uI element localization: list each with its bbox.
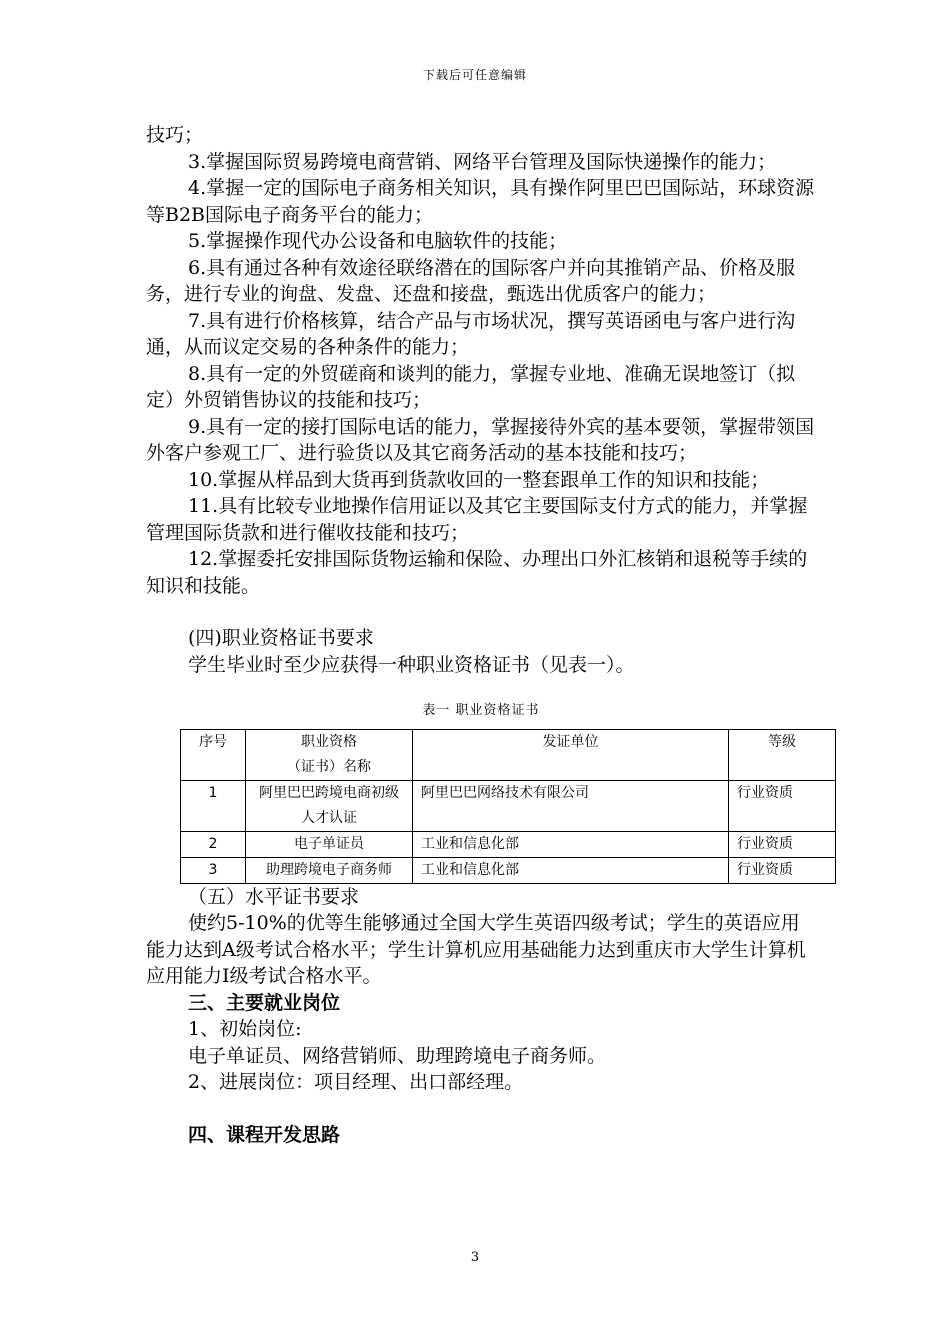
list-item-11: 11.具有比较专业地操作信用证以及其它主要国际支付方式的能力，并掌握管理国际货款和进行催收技能和技巧； bbox=[146, 495, 808, 544]
cell-name: 电子单证员 bbox=[246, 831, 413, 857]
table-caption: 表一 职业资格证书 bbox=[422, 703, 540, 718]
cell-name: 助理跨境电子商务师 bbox=[246, 857, 413, 883]
section-four-course-title: 四、课程开发思路 bbox=[188, 1123, 341, 1146]
certificate-table bbox=[180, 729, 836, 884]
cell-no: 3 bbox=[181, 857, 246, 883]
cell-name: 阿里巴巴跨境电商初级人才认证 bbox=[246, 780, 413, 831]
table-row bbox=[181, 780, 836, 831]
section-5-text: 使约5-10%的优等生能够通过全国大学生英语四级考试；学生的英语应用能力达到A级考试合格水平；学生计算机应用基础能力达到重庆市大学生计算机应用能力Ⅰ级考试合格水平。 bbox=[146, 912, 806, 987]
list-item-12: 12.掌握委托安排国际货物运输和保险、办理出口外汇核销和退税等手续的知识和技能。 bbox=[146, 548, 808, 597]
table-row bbox=[181, 857, 836, 883]
section-3-p3: 2、进展岗位：项目经理、出口部经理。 bbox=[188, 1071, 524, 1093]
cell-no: 1 bbox=[181, 780, 246, 831]
cell-no: 2 bbox=[181, 831, 246, 857]
list-item-4: 4.掌握一定的国际电子商务相关知识，具有操作阿里巴巴国际站，环球资源等B2B国际电子商务平台的能力； bbox=[146, 177, 815, 226]
list-item-8: 8.具有一定的外贸磋商和谈判的能力，掌握专业地、准确无误地签订（拟定）外贸销售协议的技能和技巧； bbox=[146, 362, 796, 411]
cell-grade: 行业资质 bbox=[729, 831, 836, 857]
section-3-p1: 1、初始岗位: bbox=[188, 1018, 302, 1040]
section-5-title: （五）水平证书要求 bbox=[188, 885, 360, 908]
section-4-title: (四)职业资格证书要求 bbox=[188, 627, 374, 649]
cell-issuer: 工业和信息化部 bbox=[413, 857, 729, 883]
header-name-line1: 职业资格 bbox=[301, 733, 357, 750]
list-item-6: 6.具有通过各种有效途径联络潜在的国际客户并向其推销产品、价格及服务，进行专业的询盘、发盘、还盘和接盘，甄选出优质客户的能力； bbox=[146, 256, 796, 305]
table-row bbox=[181, 831, 836, 857]
table-header-row bbox=[181, 729, 836, 780]
section-4-text: 学生毕业时至少应获得一种职业资格证书（见表一）。 bbox=[188, 653, 635, 676]
cell-issuer: 阿里巴巴网络技术有限公司 bbox=[413, 780, 729, 831]
section-3-p2: 电子单证员、网络营销师、助理跨境电子商务师。 bbox=[188, 1044, 607, 1067]
header-issuer: 发证单位 bbox=[413, 729, 729, 780]
spacer bbox=[146, 1096, 816, 1122]
list-item-7: 7.具有进行价格核算，结合产品与市场状况，撰写英语函电与客户进行沟通，从而议定交易的各种条件的能力； bbox=[146, 309, 796, 358]
spacer bbox=[146, 599, 816, 625]
section-3-title: 三、主要就业岗位 bbox=[188, 991, 341, 1014]
cell-grade: 行业资质 bbox=[729, 857, 836, 883]
header-name bbox=[246, 729, 413, 780]
cell-grade: 行业资质 bbox=[729, 780, 836, 831]
page-header: 下载后可任意编辑 bbox=[422, 68, 527, 82]
header-no: 序号 bbox=[181, 729, 246, 780]
header-grade: 等级 bbox=[729, 729, 836, 780]
list-item-9: 9.具有一定的接打国际电话的能力，掌握接待外宾的基本要领，掌握带领国外客户参观工厂、进行验货以及其它商务活动的基本技能和技巧； bbox=[146, 415, 815, 464]
header-name-line2: （证书）名称 bbox=[287, 758, 371, 775]
item-continuation: 技巧； bbox=[146, 124, 204, 146]
list-item-5: 5.掌握操作现代办公设备和电脑软件的技能； bbox=[188, 230, 568, 252]
list-item-10: 10.掌握从样品到大货再到货款收回的一整套跟单工作的知识和技能； bbox=[188, 468, 770, 491]
list-item-3: 3.掌握国际贸易跨境电商营销、网络平台管理及国际快递操作的能力； bbox=[188, 150, 777, 173]
page-number: 3 bbox=[470, 1250, 480, 1265]
cell-issuer: 工业和信息化部 bbox=[413, 831, 729, 857]
document-body bbox=[146, 122, 816, 1148]
